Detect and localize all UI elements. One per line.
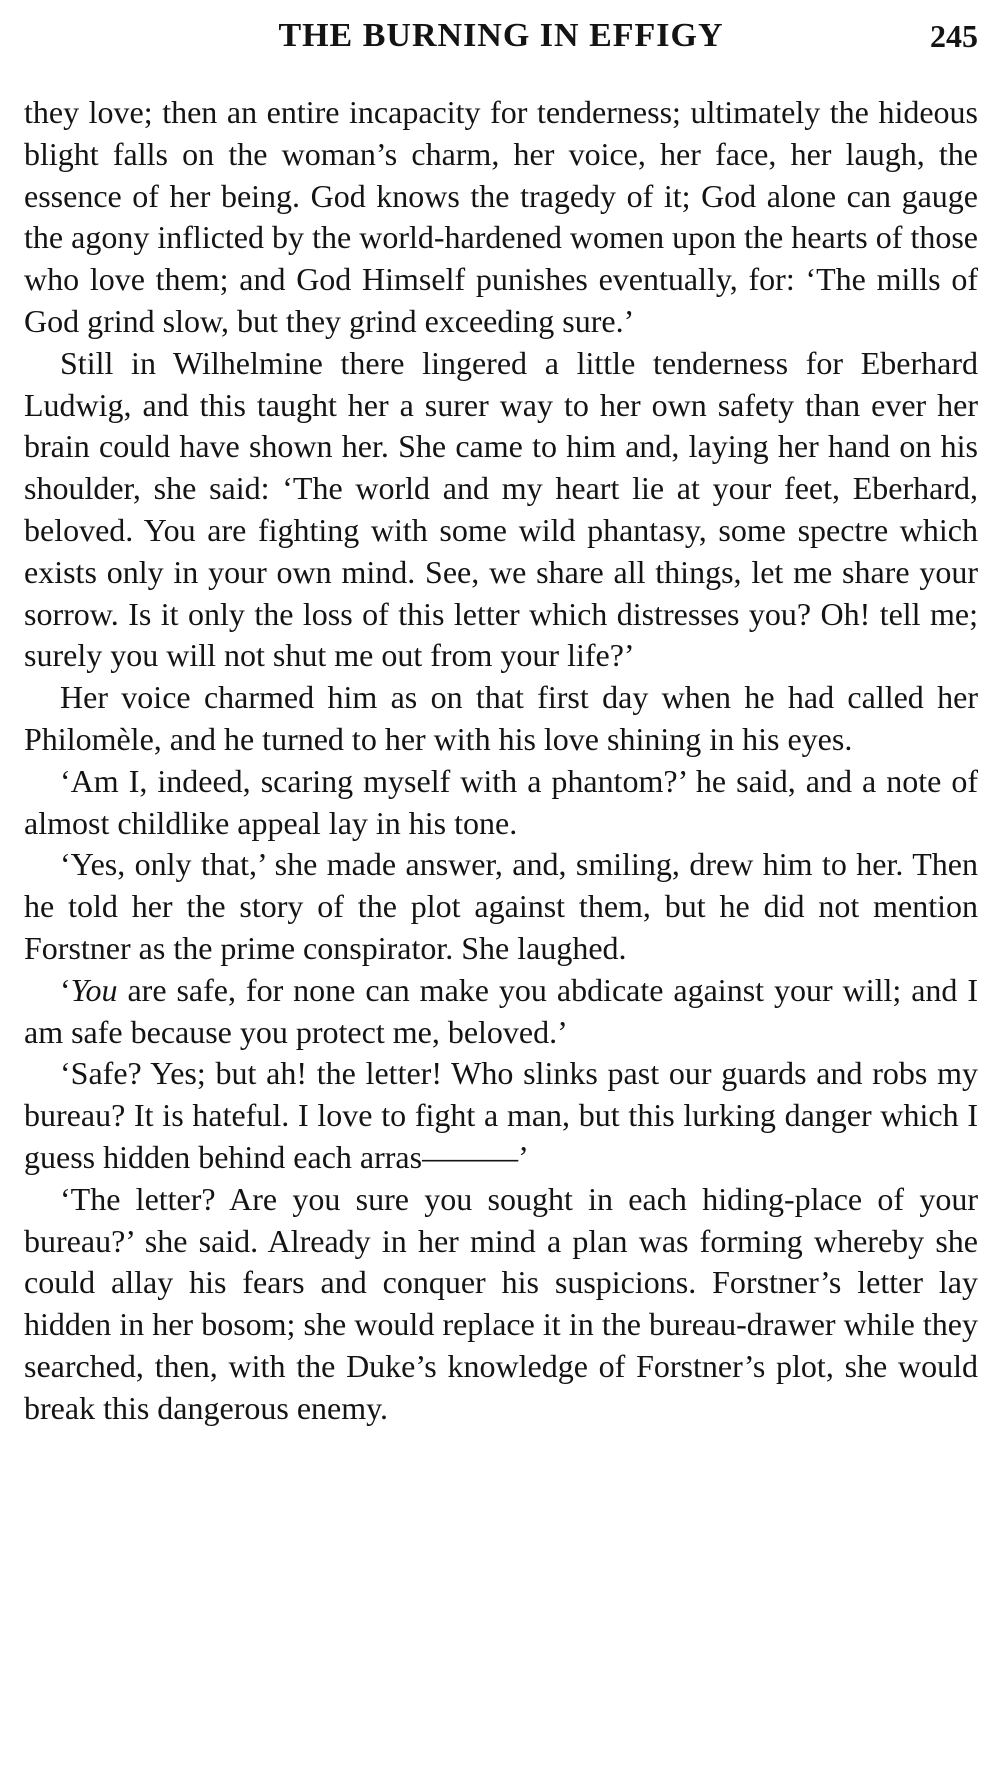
paragraph-text: are safe, for none can make you abdicate against your will; and I am safe because you protect me, beloved.’ xyxy=(24,971,978,1050)
page-number: 245 xyxy=(930,18,978,54)
paragraph: ‘Safe? Yes; but ah! the letter! Who slinks past our guards and robs my bureau? It is hateful. I love to fight a man, but this lurking danger which I guess hidden behind each arras———’ xyxy=(24,1055,978,1175)
paragraph: Her voice charmed him as on that first day when he had called her Philomèle, and he turned to her with his love shining in his eyes. xyxy=(24,679,978,757)
paragraph: ‘Yes, only that,’ she made answer, and, smiling, drew him to her. Then he told her the story of the plot against them, but he did not mention Forstner as the prime conspirator. She laughed. xyxy=(24,846,978,966)
emphasis-word: You xyxy=(70,971,118,1008)
open-quote: ‘ xyxy=(60,971,71,1008)
paragraph: ‘Am I, indeed, scaring myself with a phantom?’ he said, and a note of almost childlike appeal lay in his tone. xyxy=(24,762,978,841)
paragraph: ‘The letter? Are you sure you sought in each hiding-place of your bureau?’ she said. Already in her mind a plan was forming whereby she could allay his fears and conquer his suspicions. Forstner’s letter lay hidden in her bosom; she would replace it in the bureau-drawer while they searched, then, with the Duke’s knowledge of Forstner’s plot, she would break this dangerous enemy. xyxy=(24,1180,978,1426)
paragraph: Still in Wilhelmine there lingered a little tenderness for Eberhard Ludwig, and this taught her a surer way to her own safety than ever her brain could have shown her. She came to him and, laying her hand on his shoulder, she said: ‘The world and my heart lie at your feet, Eberhard, beloved. You are fighting with some wild phantasy, some spectre which exists only in your own mind. See, we share all things, let me share your sorrow. Is it only the loss of this letter which distresses you? Oh! tell me; surely you will not shut me out from your life?’ xyxy=(24,344,978,674)
paragraph: they love; then an entire incapacity for tenderness; ultimately the hideous blight falls on the woman’s charm, her voice, her face, her laugh, the essence of her being. God knows the tragedy of it; God alone can gauge the agony inflicted by the world-hardened women upon the hearts of those who love them; and God Himself punishes eventually, for: ‘The mills of God grind slow, but they grind exceeding sure.’ xyxy=(24,94,978,339)
running-title: THE BURNING IN EFFIGY xyxy=(278,17,724,54)
paragraph xyxy=(24,970,978,1054)
body-text xyxy=(24,92,978,1430)
running-head xyxy=(24,14,978,58)
